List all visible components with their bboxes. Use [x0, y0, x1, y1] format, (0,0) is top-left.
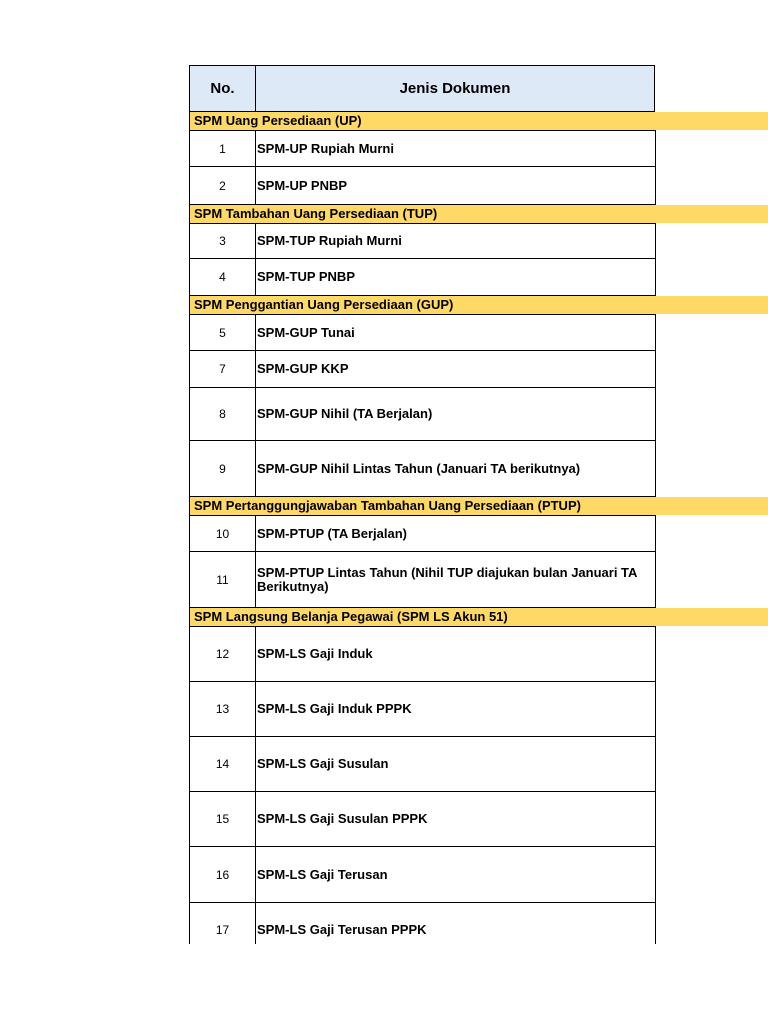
table-row: [189, 167, 656, 205]
table-row: [189, 441, 656, 497]
table-row: [189, 314, 656, 351]
row-no: 9: [190, 441, 256, 496]
row-doc: SPM-TUP PNBP: [257, 269, 355, 284]
row-doc: SPM-GUP Nihil (TA Berjalan): [257, 406, 433, 421]
table-row: [189, 626, 656, 682]
row-no: 12: [190, 627, 256, 681]
row-doc: SPM-LS Gaji Induk PPPK: [257, 701, 412, 716]
section-gup: SPM Penggantian Uang Persediaan (GUP): [189, 296, 768, 314]
row-no: 7: [190, 351, 256, 387]
row-doc: SPM-LS Gaji Susulan: [257, 756, 389, 771]
row-no: 17: [190, 903, 256, 944]
row-doc: SPM-LS Gaji Susulan PPPK: [257, 811, 428, 826]
document-table: [189, 65, 768, 944]
row-no: 1: [190, 131, 256, 166]
row-doc: SPM-LS Gaji Induk: [257, 646, 373, 661]
table-header: [189, 65, 655, 112]
table-row: [189, 682, 656, 737]
row-doc: SPM-TUP Rupiah Murni: [257, 233, 402, 248]
row-no: 3: [190, 224, 256, 258]
row-doc: SPM-GUP Nihil Lintas Tahun (Januari TA berikutnya): [257, 460, 581, 476]
table-body: [189, 112, 768, 944]
table-row: [189, 903, 656, 944]
table-row: [189, 223, 656, 259]
row-no: 8: [190, 388, 256, 440]
row-no: 11: [190, 552, 256, 607]
table-row: [189, 130, 656, 167]
row-no: 15: [190, 792, 256, 846]
row-doc: SPM-LS Gaji Terusan: [257, 866, 388, 882]
section-ptup: SPM Pertanggungjawaban Tambahan Uang Persediaan (PTUP): [189, 497, 768, 515]
row-doc: SPM-GUP KKP: [257, 361, 349, 376]
table-row: [189, 515, 656, 552]
table-row: [189, 792, 656, 847]
table-row: [189, 259, 656, 296]
section-up: SPM Uang Persediaan (UP): [189, 112, 768, 130]
table-row: [189, 351, 656, 388]
section-tup: SPM Tambahan Uang Persediaan (TUP): [189, 205, 768, 223]
header-jenis-dokumen: Jenis Dokumen: [399, 80, 511, 97]
section-ls-akun-51: SPM Langsung Belanja Pegawai (SPM LS Akun 51): [189, 608, 768, 626]
header-no: No.: [190, 66, 256, 111]
row-no: 16: [190, 847, 256, 902]
row-no: 2: [190, 167, 256, 204]
row-doc: SPM-UP PNBP: [257, 177, 348, 193]
table-row: [189, 388, 656, 441]
table-row: [189, 737, 656, 792]
row-no: 5: [190, 315, 256, 350]
row-doc: SPM-PTUP (TA Berjalan): [257, 525, 408, 541]
row-doc: SPM-GUP Tunai: [257, 324, 355, 340]
row-no: 10: [190, 516, 256, 551]
table-row: [189, 552, 656, 608]
table-row: [189, 847, 656, 903]
row-no: 4: [190, 259, 256, 295]
row-doc: SPM-PTUP Lintas Tahun (Nihil TUP diajukan bulan Januari TA Berikutnya): [257, 564, 637, 594]
row-doc: SPM-UP Rupiah Murni: [257, 140, 394, 156]
row-no: 13: [190, 682, 256, 736]
row-doc: SPM-LS Gaji Terusan PPPK: [257, 922, 427, 937]
row-no: 14: [190, 737, 256, 791]
